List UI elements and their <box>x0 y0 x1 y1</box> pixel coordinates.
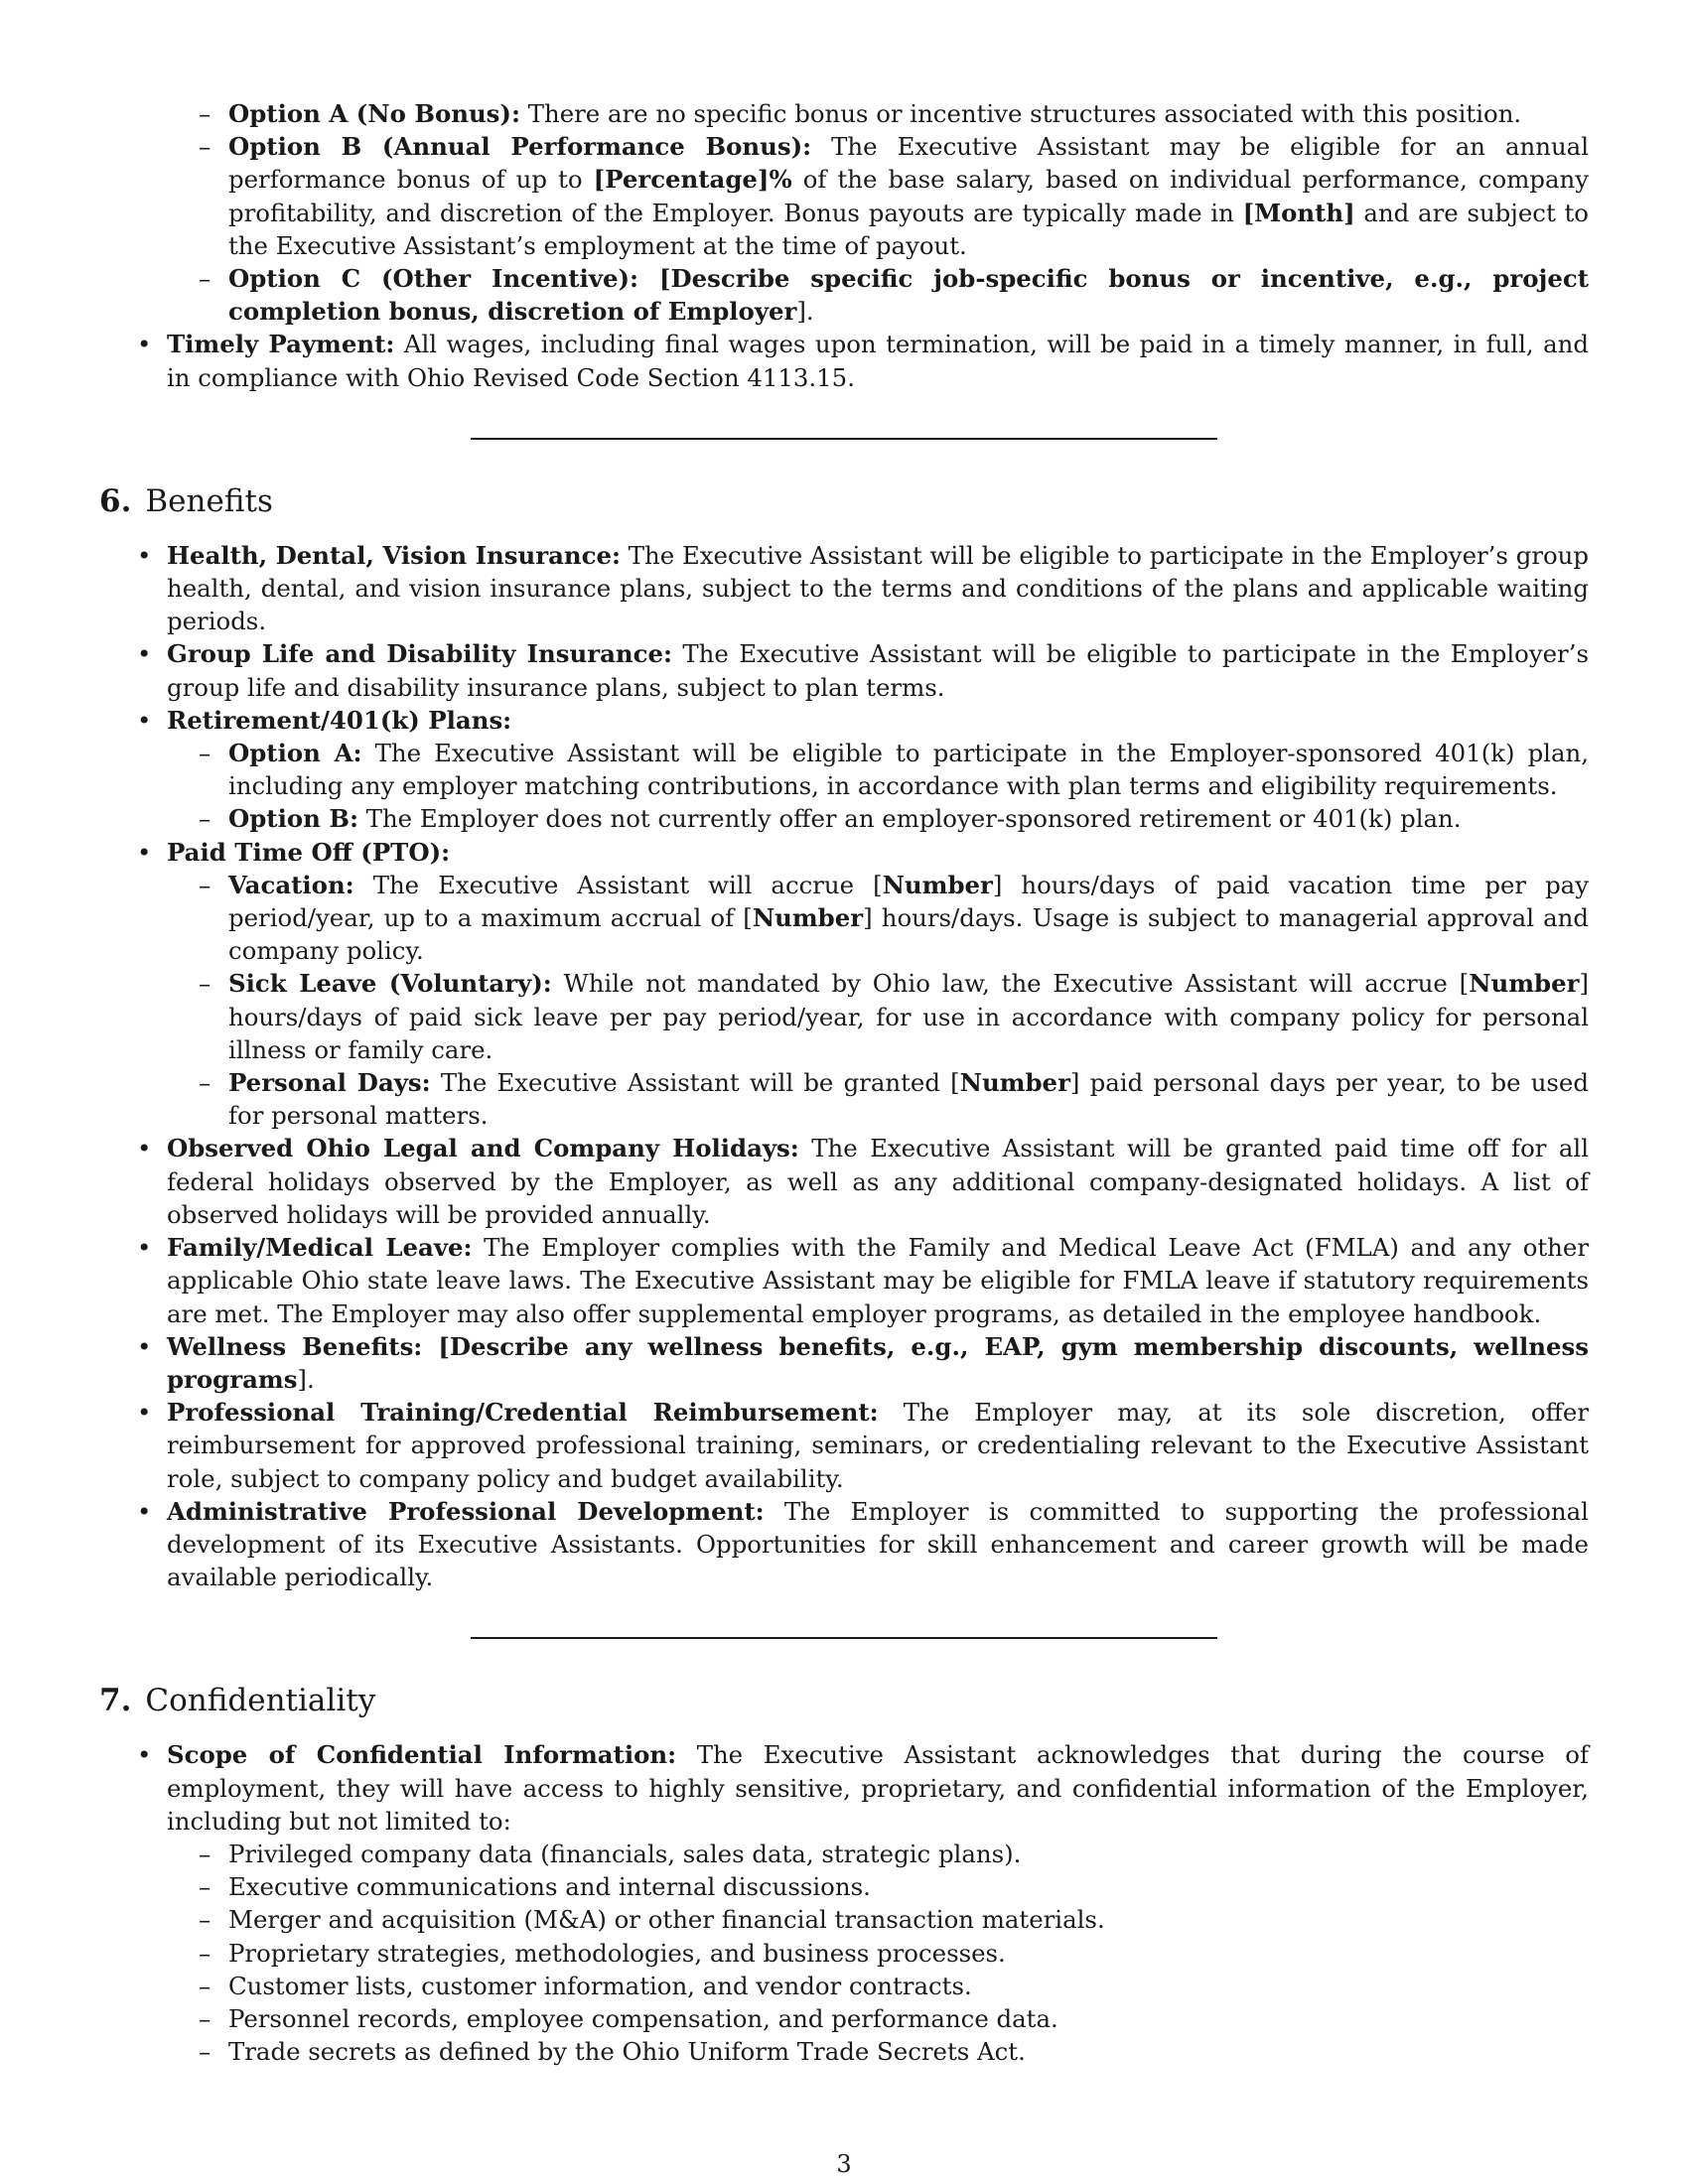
confidential-items <box>167 1838 1589 2068</box>
section-divider <box>471 1637 1217 1639</box>
list-item: – Option B: The Employer does not currently offer an employer-sponsored retirement or 401(k) plan. <box>228 802 1589 835</box>
list-item: • Professional Training/Credential Reimbursement: The Employer may, at its sole discretion, offer reimbursement for approved professional training, seminars, or credentialing relevant to the Executive Assistant role, subject to company policy and budget availability. <box>167 1396 1589 1495</box>
list-item: – Option C (Other Incentive): [Describe specific job-specific bonus or incentive, e.g., project completion bonus, discretion of Employer]. <box>228 262 1589 328</box>
list-item: • Administrative Professional Development: The Employer is committed to supporting the professional development of its Executive Assistants. Opportunities for skill enhancement and career growth will be made available periodically. <box>167 1495 1589 1594</box>
list-item: • Scope of Confidential Information: The Executive Assistant acknowledges that during the course of employment, they will have access to highly sensitive, proprietary, and confidential information of the Employer, including but not limited to: – Privileged company data (financials, sales data, strategic plans). – Executive communications and internal discussions. – Merger and acquisition (M&A) or other financial transaction materials. – Proprietary strategies, methodologies, and business processes. – Customer lists, customer information, and vendor contracts. – Personnel records, employee compensation, and performance data. – Trade secrets as defined by the Ohio Uniform Trade Secrets Act. <box>167 1738 1589 2068</box>
list-item: – Merger and acquisition (M&A) or other financial transaction materials. <box>228 1903 1589 1936</box>
list-item: – Personal Days: The Executive Assistant will be granted [Number] paid personal days per year, to be used for personal matters. <box>228 1066 1589 1132</box>
list-item: • Paid Time Off (PTO): – Vacation: The Executive Assistant will accrue [Number] hours/days of paid vacation time per pay period/year, up to a maximum accrual of [Number] hours/days. Usage is subject to managerial approval and company policy. – Sick Leave (Voluntary): While not mandated by Ohio law, the Executive Assistant will accrue [Number] hours/days of paid sick leave per pay period/year, for use in accordance with company policy for personal illness or family care. – Personal Days: The Executive Assistant will be granted [Number] paid personal days per year, to be used for personal matters. <box>167 836 1589 1133</box>
list-item: – Executive communications and internal discussions. <box>228 1870 1589 1903</box>
list-item: – Sick Leave (Voluntary): While not mandated by Ohio law, the Executive Assistant will accrue [Number] hours/days of paid sick leave per pay period/year, for use in accordance with company policy for personal illness or family care. <box>228 967 1589 1066</box>
page-number: 3 <box>836 2150 852 2178</box>
list-item: – Option B (Annual Performance Bonus): The Executive Assistant may be eligible for an annual performance bonus of up to [Percentage]% of the base salary, based on individual performance, company profitability, and discretion of the Employer. Bonus payouts are typically made in [Month] and are subject to the Executive Assistant’s employment at the time of payout. <box>228 130 1589 262</box>
list-item: • Health, Dental, Vision Insurance: The Executive Assistant will be eligible to participate in the Employer’s group health, dental, and vision insurance plans, subject to the terms and conditions of the plans and applicable waiting periods. <box>167 539 1589 638</box>
list-item: – Personnel records, employee compensation, and performance data. <box>228 2002 1589 2035</box>
retirement-options <box>167 737 1589 836</box>
list-item: • Retirement/401(k) Plans: – Option A: The Executive Assistant will be eligible to participate in the Employer-sponsored 401(k) plan, including any employer matching contributions, in accordance with plan terms and eligibility requirements. – Option B: The Employer does not currently offer an employer-sponsored retirement or 401(k) plan. <box>167 704 1589 836</box>
list-item: • Group Life and Disability Insurance: The Executive Assistant will be eligible to participate in the Employer’s group life and disability insurance plans, subject to plan terms. <box>167 637 1589 703</box>
timely-payment-list <box>99 328 1589 393</box>
section-heading-benefits: 6. Benefits <box>99 482 273 519</box>
list-item: – Option A (No Bonus): There are no specific bonus or incentive structures associated with this position. <box>228 97 1589 130</box>
list-item: • Wellness Benefits: [Describe any wellness benefits, e.g., EAP, gym membership discounts, wellness programs]. <box>167 1330 1589 1396</box>
list-item: • Observed Ohio Legal and Company Holidays: The Executive Assistant will be granted paid time off for all federal holidays observed by the Employer, as well as any additional company-designated holidays. A list of observed holidays will be provided annually. <box>167 1132 1589 1231</box>
section-divider <box>471 438 1217 440</box>
list-item: – Proprietary strategies, methodologies, and business processes. <box>228 1937 1589 1970</box>
pto-options <box>167 869 1589 1133</box>
list-item: – Option A: The Executive Assistant will be eligible to participate in the Employer-sponsored 401(k) plan, including any employer matching contributions, in accordance with plan terms and eligibility requirements. <box>228 737 1589 802</box>
section-heading-confidentiality: 7. Confidentiality <box>99 1683 376 1719</box>
benefits-list <box>99 539 1589 1594</box>
list-item: – Privileged company data (financials, sales data, strategic plans). <box>228 1838 1589 1870</box>
list-item: – Vacation: The Executive Assistant will accrue [Number] hours/days of paid vacation time per pay period/year, up to a maximum accrual of [Number] hours/days. Usage is subject to managerial approval and company policy. <box>228 869 1589 968</box>
page-content <box>99 97 1589 2068</box>
bonus-options-list <box>99 97 1589 328</box>
list-item: • Timely Payment: All wages, including final wages upon termination, will be paid in a timely manner, in full, and in compliance with Ohio Revised Code Section 4113.15. <box>167 328 1589 393</box>
confidentiality-list <box>99 1738 1589 2068</box>
list-item: – Customer lists, customer information, and vendor contracts. <box>228 1970 1589 2002</box>
list-item: – Trade secrets as defined by the Ohio Uniform Trade Secrets Act. <box>228 2035 1589 2068</box>
list-item: • Family/Medical Leave: The Employer complies with the Family and Medical Leave Act (FMLA) and any other applicable Ohio state leave laws. The Executive Assistant may be eligible for FMLA leave if statutory requirements are met. The Employer may also offer supplemental employer programs, as detailed in the employee handbook. <box>167 1231 1589 1330</box>
